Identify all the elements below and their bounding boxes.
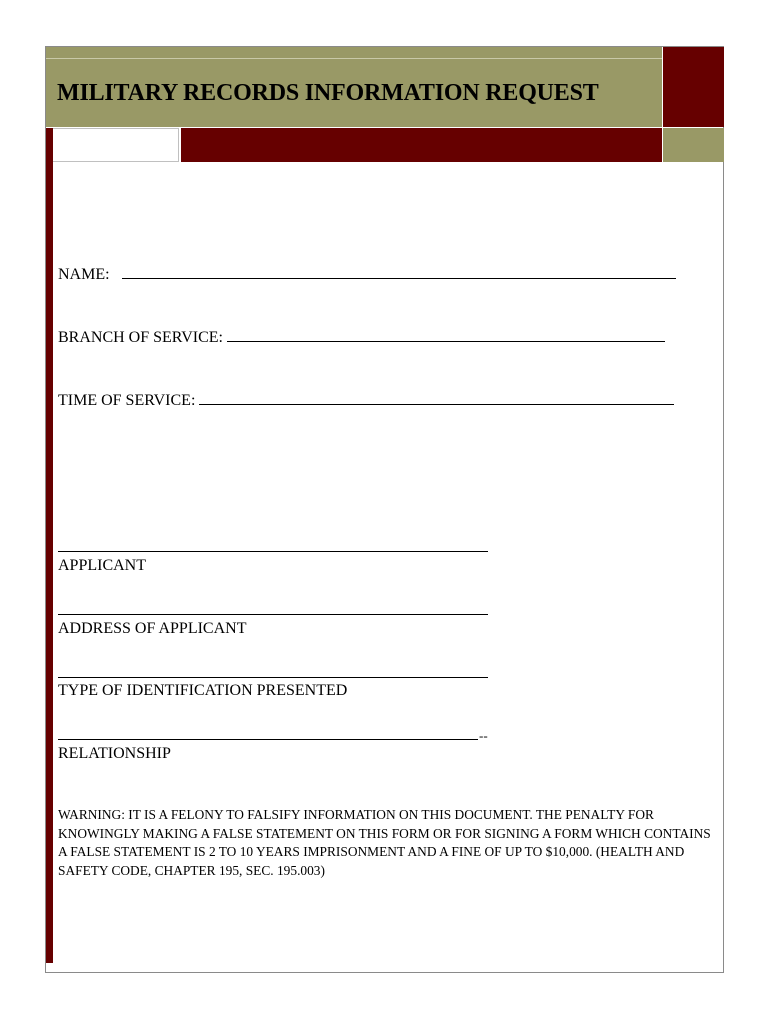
branch-of-service-field[interactable] [58, 329, 665, 347]
corner-block-maroon [663, 47, 724, 127]
name-field-label: NAME: [58, 266, 110, 283]
name-field-line[interactable] [122, 266, 676, 279]
header-rule [46, 58, 662, 59]
identification-type-label: TYPE OF IDENTIFICATION PRESENTED [58, 682, 348, 699]
time-of-service-label: TIME OF SERVICE: [58, 392, 196, 409]
sub-band-maroon [181, 128, 662, 162]
address-of-applicant-label: ADDRESS OF APPLICANT [58, 620, 247, 637]
name-field[interactable] [58, 266, 676, 284]
identification-type-line[interactable] [58, 677, 488, 678]
warning-text: WARNING: IT IS A FELONY TO FALSIFY INFORMATION ON THIS DOCUMENT. THE PENALTY FOR KNOWINGLY MAKING A FALSE STATEMENT ON THIS FORM OR FOR SIGNING A FORM WHICH CONTAINS A FALSE STATEMENT IS 2 TO 10 YEARS IMPRISONMENT AND A FINE OF UP TO $10,000. (HEALTH AND SAFETY CODE, CHAPTER 195, SEC. 195.003) [58, 807, 711, 878]
branch-of-service-line[interactable] [227, 329, 665, 342]
corner-block-olive [663, 128, 724, 162]
page-title: MILITARY RECORDS INFORMATION REQUEST [57, 80, 599, 106]
address-of-applicant-line[interactable] [58, 614, 488, 615]
relationship-line[interactable] [58, 739, 478, 740]
relationship-label: RELATIONSHIP [58, 745, 171, 762]
relationship-line-suffix: -- [479, 728, 488, 743]
applicant-label: APPLICANT [58, 557, 147, 574]
left-accent-bar [46, 128, 53, 963]
sub-band-white [52, 128, 179, 162]
time-of-service-line[interactable] [199, 392, 674, 405]
time-of-service-field[interactable] [58, 392, 674, 410]
branch-of-service-label: BRANCH OF SERVICE: [58, 329, 223, 346]
applicant-line[interactable] [58, 551, 488, 552]
